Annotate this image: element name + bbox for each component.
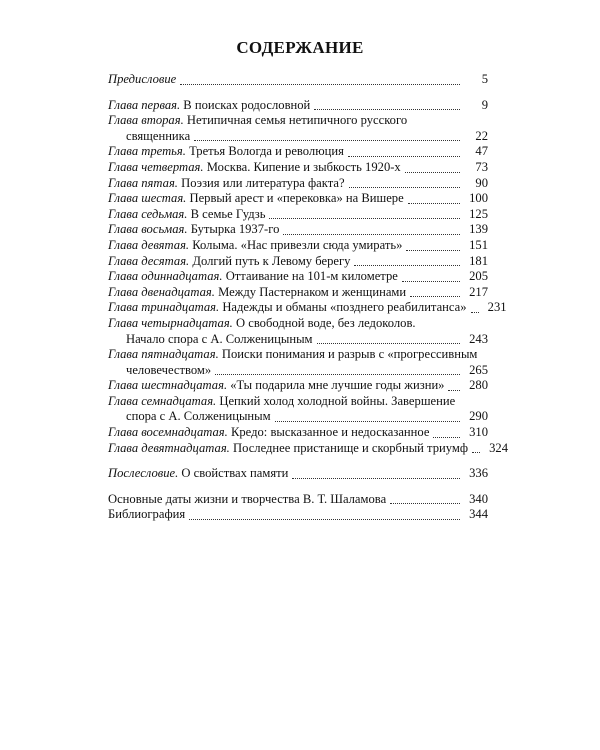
entry-label: Глава четырнадцатая. (108, 315, 233, 330)
toc-entry-chapter[interactable] (108, 347, 488, 378)
dot-leader (448, 390, 460, 391)
dot-leader (348, 156, 460, 157)
page-number: 310 (469, 425, 488, 440)
entry-title: Поиски понимания и разрыв с «прогрессивным (221, 347, 478, 362)
toc-entry-chapter[interactable] (108, 176, 488, 192)
page-title: СОДЕРЖАНИЕ (236, 38, 364, 57)
page-number: 290 (469, 409, 488, 424)
entry-label: Глава тринадцатая. (108, 300, 220, 315)
page-number: 243 (469, 331, 488, 346)
entry-title: В семье Гудзь (190, 206, 266, 221)
page-number: 151 (469, 237, 488, 252)
entry-label: Глава одиннадцатая. (108, 269, 223, 284)
toc-entry-chapter[interactable] (108, 269, 488, 285)
page-number: 139 (469, 222, 488, 237)
page-number: 231 (487, 300, 507, 315)
entry-title: Основные даты жизни и творчества В. Т. Шаламова (108, 491, 387, 506)
entry-label: Глава восемнадцатая. (108, 425, 228, 440)
entry-title: «Ты подарила мне лучшие годы жизни» (230, 378, 445, 393)
page-number: 340 (469, 491, 488, 506)
entry-title: Последнее пристанище и скорбный триумф (233, 440, 469, 455)
page-number: 5 (481, 72, 488, 86)
entry-label: Глава пятнадцатая. (108, 347, 219, 362)
dot-leader (283, 234, 460, 235)
toc-entry-chapter[interactable] (108, 113, 488, 144)
entry-title-continued: священника (126, 128, 191, 143)
entry-label: Глава пятая. (108, 175, 178, 190)
toc-entry-chronology[interactable] (108, 492, 488, 508)
page-number: 280 (469, 378, 488, 393)
toc-entry-chapter[interactable] (108, 207, 488, 223)
toc-entry-chapter[interactable] (108, 191, 488, 207)
entry-label: Послесловие. (108, 466, 179, 481)
entry-title: О свойствах памяти (181, 466, 289, 481)
entry-label: Глава первая. (108, 97, 181, 112)
page-number: 47 (475, 144, 488, 159)
toc-entry-chapter[interactable] (108, 394, 488, 425)
toc-entry-chapter[interactable] (108, 98, 488, 114)
entry-title: Первый арест и «перековка» на Вишере (189, 191, 404, 206)
entry-label: Глава шестнадцатая. (108, 378, 228, 393)
dot-leader (189, 519, 460, 520)
entry-label: Предисловие (108, 72, 177, 86)
dot-leader (354, 265, 460, 266)
toc-entry-chapter[interactable] (108, 378, 488, 394)
entry-label: Глава девятнадцатая. (108, 440, 230, 455)
toc-entry-chapter[interactable] (108, 316, 488, 347)
page-number: 22 (475, 128, 488, 143)
dot-leader (405, 172, 460, 173)
dot-leader (215, 374, 460, 375)
toc-entry-chapter[interactable] (108, 254, 488, 270)
toc-entry-chapter[interactable] (108, 440, 509, 457)
dot-leader (180, 84, 460, 85)
entry-label: Глава двенадцатая. (108, 284, 215, 299)
page-number: 125 (469, 206, 488, 221)
entry-label: Глава восьмая. (108, 222, 188, 237)
entry-title: О свободной воде, без ледоколов. (235, 315, 416, 330)
entry-title: Бутырка 1937-го (190, 222, 280, 237)
dot-leader (402, 281, 460, 282)
dot-leader (317, 343, 460, 344)
toc-entry-chapter[interactable] (108, 144, 488, 160)
dot-leader (406, 250, 460, 251)
entry-label: Глава девятая. (108, 237, 190, 252)
entry-label: Глава десятая. (108, 253, 190, 268)
toc-entry-chapter[interactable] (108, 425, 488, 441)
page-number: 181 (469, 253, 488, 268)
page-number: 9 (481, 97, 488, 112)
entry-title: Долгий путь к Левому берегу (192, 253, 351, 268)
entry-title: Цепкий холод холодной войны. Завершение (219, 393, 456, 408)
page-number: 90 (475, 175, 488, 190)
dot-leader (410, 296, 460, 297)
entry-label: Глава семнадцатая. (108, 393, 217, 408)
page-number: 336 (469, 466, 488, 481)
entry-title: Между Пастернаком и женщинами (218, 284, 407, 299)
dot-leader (314, 109, 460, 110)
toc-entry-chapter[interactable] (108, 238, 488, 254)
entry-title: В поисках родословной (183, 97, 311, 112)
page-number: 344 (469, 507, 488, 522)
dot-leader (349, 187, 460, 188)
page-number: 324 (489, 440, 509, 455)
entry-title-continued: Начало спора с А. Солженицыным (126, 331, 313, 346)
entry-title: Третья Вологда и революция (189, 144, 344, 159)
entry-label: Глава четвертая. (108, 159, 204, 174)
entry-label: Глава третья. (108, 144, 186, 159)
entry-title: Москва. Кипение и зыбкость 1920-х (206, 159, 401, 174)
dot-leader (275, 421, 460, 422)
entry-title-continued: человечеством» (126, 362, 212, 377)
toc-entry-bibliography[interactable] (108, 507, 488, 523)
dot-leader (194, 140, 460, 141)
toc-entry-chapter[interactable] (108, 300, 507, 316)
toc-entry-chapter[interactable] (108, 160, 488, 176)
page-number: 205 (469, 269, 488, 284)
dot-leader (408, 203, 460, 204)
entry-label: Глава седьмая. (108, 206, 188, 221)
entry-label: Глава шестая. (108, 191, 187, 206)
toc-entry-preface[interactable] (108, 72, 488, 88)
entry-title: Оттаивание на 101-м километре (225, 269, 398, 284)
page-number: 265 (469, 362, 488, 377)
dot-leader (292, 478, 460, 479)
dot-leader (390, 503, 460, 504)
toc-entry-chapter[interactable] (108, 285, 488, 301)
entry-title: Поэзия или литература факта? (181, 175, 345, 190)
entry-label: Глава вторая. (108, 113, 184, 128)
entry-title-continued: спора с А. Солженицыным (126, 409, 271, 424)
table-of-contents (108, 72, 509, 523)
page-number: 73 (475, 159, 488, 174)
page-number: 100 (469, 191, 488, 206)
dot-leader (472, 452, 480, 453)
toc-entry-chapter[interactable] (108, 222, 488, 238)
entry-title: Библиография (108, 507, 186, 522)
chapter-list (108, 97, 509, 457)
dot-leader (471, 312, 479, 313)
dot-leader (433, 437, 460, 438)
toc-entry-afterword[interactable] (108, 466, 488, 482)
page-number: 217 (469, 284, 488, 299)
entry-title: Нетипичная семья нетипичного русского (186, 113, 408, 128)
dot-leader (269, 218, 460, 219)
entry-title: Надежды и обманы «позднего реабилитанса» (222, 300, 467, 315)
entry-title: Колыма. «Нас привезли сюда умирать» (192, 237, 403, 252)
entry-title: Кредо: высказанное и недосказанное (230, 425, 430, 440)
